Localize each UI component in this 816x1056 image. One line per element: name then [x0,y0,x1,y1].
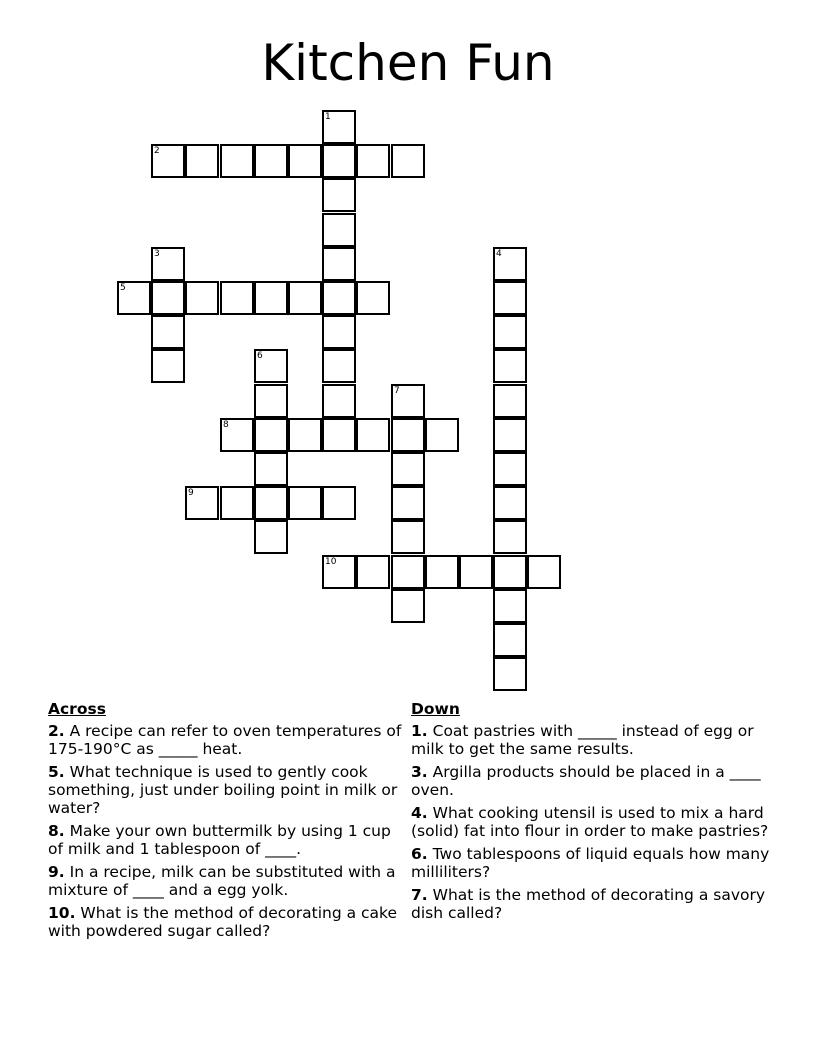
clue-number-label: 7 [394,386,400,396]
down-clues [411,700,771,927]
grid-cell[interactable] [391,555,425,589]
grid-cell[interactable] [391,418,425,452]
clue-number: 4. [411,804,428,822]
grid-cell[interactable] [185,281,219,315]
grid-cell[interactable] [322,384,356,418]
grid-cell[interactable] [254,452,288,486]
clue-text: What cooking utensil is used to mix a hard (solid) fat into flour in order to make pastries? [411,804,769,840]
grid-cell[interactable] [493,486,527,520]
grid-cell[interactable] [459,555,493,589]
grid-cell[interactable] [151,247,185,281]
clue-number: 3. [411,763,428,781]
grid-cell[interactable] [220,418,254,452]
down-clue-3 [411,763,771,799]
grid-cell[interactable] [356,555,390,589]
grid-cell[interactable] [391,452,425,486]
clue-number-label: 5 [120,283,126,293]
clue-number-label: 9 [188,488,194,498]
grid-cell[interactable] [288,281,322,315]
grid-cell[interactable] [254,486,288,520]
grid-cell[interactable] [356,281,390,315]
grid-cell[interactable] [322,281,356,315]
grid-cell[interactable] [322,555,356,589]
clue-number-label: 4 [496,249,502,259]
grid-cell[interactable] [356,144,390,178]
clue-text: What is the method of decorating a savory dish called? [411,886,766,922]
grid-cell[interactable] [220,486,254,520]
across-clues [48,700,408,945]
grid-cell[interactable] [493,384,527,418]
grid-cell[interactable] [185,486,219,520]
grid-cell[interactable] [151,349,185,383]
grid-cell[interactable] [288,144,322,178]
across-clue-9 [48,863,408,899]
grid-cell[interactable] [322,247,356,281]
down-heading: Down [411,700,460,718]
grid-cell[interactable] [391,486,425,520]
clue-text: In a recipe, milk can be substituted with a mixture of ____ and a egg yolk. [48,863,396,899]
clue-number-label: 1 [325,112,331,122]
grid-cell[interactable] [254,520,288,554]
clue-number-label: 8 [223,420,229,430]
clue-number: 1. [411,722,428,740]
clue-number-label: 2 [154,146,160,156]
grid-cell[interactable] [322,110,356,144]
clue-text: Argilla products should be placed in a ____ oven. [411,763,761,799]
puzzle-title: Kitchen Fun [261,34,555,92]
down-clue-7 [411,886,771,922]
grid-cell[interactable] [322,315,356,349]
clue-text: What technique is used to gently cook something, just under boiling point in milk or water? [48,763,398,817]
grid-cell[interactable] [493,555,527,589]
grid-cell[interactable] [322,418,356,452]
grid-cell[interactable] [493,623,527,657]
grid-cell[interactable] [254,384,288,418]
grid-cell[interactable] [425,418,459,452]
clue-number: 8. [48,822,65,840]
clue-text: Coat pastries with _____ instead of egg or milk to get the same results. [411,722,754,758]
grid-cell[interactable] [185,144,219,178]
grid-cell[interactable] [288,486,322,520]
grid-cell[interactable] [493,589,527,623]
grid-cell[interactable] [493,247,527,281]
clue-number: 2. [48,722,65,740]
grid-cell[interactable] [322,349,356,383]
clue-text: Two tablespoons of liquid equals how many milliliters? [411,845,770,881]
clue-number: 6. [411,845,428,863]
down-clue-4 [411,804,771,840]
grid-cell[interactable] [322,213,356,247]
grid-cell[interactable] [493,657,527,691]
grid-cell[interactable] [254,144,288,178]
grid-cell[interactable] [151,144,185,178]
grid-cell[interactable] [322,486,356,520]
grid-cell[interactable] [220,281,254,315]
grid-cell[interactable] [493,520,527,554]
across-clue-8 [48,822,408,858]
grid-cell[interactable] [391,384,425,418]
grid-cell[interactable] [493,315,527,349]
clue-number-label: 10 [325,557,337,567]
grid-cell[interactable] [493,349,527,383]
grid-cell[interactable] [391,589,425,623]
clue-text: A recipe can refer to oven temperatures of 175-190°C as _____ heat. [48,722,402,758]
grid-cell[interactable] [527,555,561,589]
clue-number: 10. [48,904,76,922]
clue-number-label: 3 [154,249,160,259]
grid-cell[interactable] [151,315,185,349]
clue-number: 7. [411,886,428,904]
grid-cell[interactable] [425,555,459,589]
grid-cell[interactable] [220,144,254,178]
down-clue-1 [411,722,771,758]
clue-text: Make your own buttermilk by using 1 cup of milk and 1 tablespoon of ____. [48,822,391,858]
grid-cell[interactable] [493,281,527,315]
down-clue-6 [411,845,771,881]
grid-cell[interactable] [254,281,288,315]
grid-cell[interactable] [254,349,288,383]
grid-cell[interactable] [151,281,185,315]
clue-number: 5. [48,763,65,781]
across-clue-10 [48,904,408,940]
across-clue-5 [48,763,408,817]
grid-cell[interactable] [493,418,527,452]
grid-cell[interactable] [322,144,356,178]
grid-cell[interactable] [322,178,356,212]
across-clue-2 [48,722,408,758]
grid-cell[interactable] [288,418,322,452]
across-heading: Across [48,700,106,718]
clue-number: 9. [48,863,65,881]
grid-cell[interactable] [391,144,425,178]
grid-cell[interactable] [117,281,151,315]
grid-cell[interactable] [391,520,425,554]
grid-cell[interactable] [356,418,390,452]
grid-cell[interactable] [254,418,288,452]
grid-cell[interactable] [493,452,527,486]
clue-text: What is the method of decorating a cake with powdered sugar called? [48,904,398,940]
clue-number-label: 6 [257,351,263,361]
